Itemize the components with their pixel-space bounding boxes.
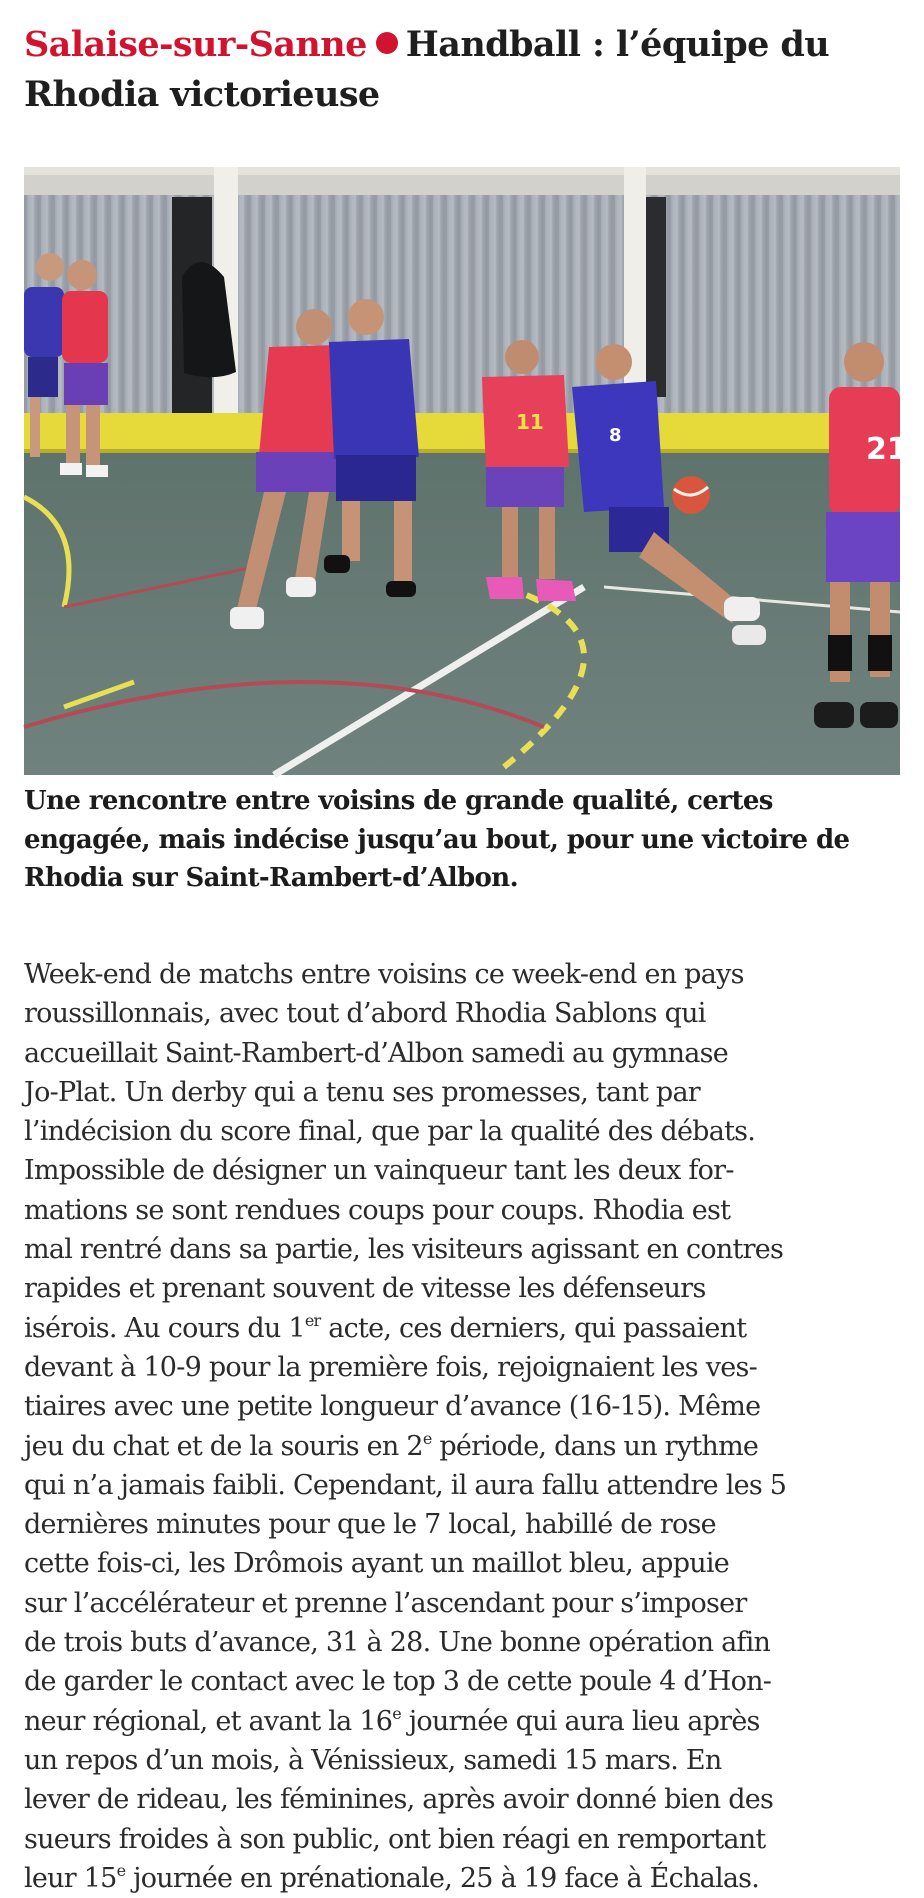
body-line: lever de rideau, les féminines, après avoir donné bien des [24, 1784, 774, 1816]
body-line: Impossible de désigner un vainqueur tant les deux for- [24, 1155, 734, 1187]
headline-kicker: Salaise-sur-Sanne [24, 24, 367, 65]
headline [24, 20, 900, 120]
body-line: mations se sont rendues coups pour coups. Rhodia est [24, 1194, 731, 1226]
body-line: mal rentré dans sa partie, les visiteurs agissant en contres [24, 1234, 784, 1266]
article [24, 20, 908, 1894]
headline-title: Handball : l’équipe du Rhodia victorieuse [24, 24, 830, 115]
handball-match-photo [24, 167, 908, 775]
body-line: Week-end de matchs entre voisins ce week-end en pays [24, 959, 744, 990]
body-line: un repos d’un mois, à Vénissieux, samedi 15 mars. En [24, 1744, 722, 1776]
body-line: cette fois-ci, les Drômois ayant un maillot bleu, appuie [24, 1548, 729, 1580]
body-line: sueurs froides à son public, ont bien réagi en remportant [24, 1823, 766, 1855]
body-line: devant à 10-9 pour la première fois, rejoignaient les ves- [24, 1351, 757, 1383]
red-bullet-icon [376, 32, 398, 54]
body-line: dernières minutes pour que le 7 local, habillé de rose [24, 1509, 716, 1541]
body-line: sur l’accélérateur et prenne l’ascendant pour s’imposer [24, 1587, 747, 1619]
article-photo [24, 167, 908, 775]
jersey-number-21: 21 [866, 432, 908, 467]
body-line: isérois. Au cours du 1er acte, ces derniers, qui passaient [24, 1310, 747, 1344]
body-line: tiaires avec une petite longueur d’avance (16-15). Même [24, 1391, 761, 1423]
body-line: de trois buts d’avance, 31 à 28. Une bonne opération afin [24, 1627, 771, 1659]
body-line: qui n’a jamais faibli. Cependant, il aura fallu attendre les 5 [24, 1469, 787, 1501]
jersey-number-11: 11 [516, 410, 544, 434]
body-line: roussillonnais, avec tout d’abord Rhodia Sablons qui [24, 998, 706, 1030]
article-body [24, 955, 904, 1898]
body-line: Jo-Plat. Un derby qui a tenu ses promesses, tant par [24, 1076, 700, 1108]
body-line: de garder le contact avec le top 3 de cette poule 4 d’Hon- [24, 1666, 772, 1698]
jersey-number-8: 8 [609, 425, 622, 446]
body-line: leur 15e journée en prénationale, 25 à 19 face à Échalas. [24, 1860, 760, 1894]
superscript: e [422, 1428, 432, 1448]
superscript: er [304, 1310, 321, 1330]
body-line: l’indécision du score final, que par la qualité des débats. [24, 1116, 756, 1148]
superscript: e [392, 1703, 401, 1723]
body-line: neur régional, et avant la 16e journée qui aura lieu après [24, 1703, 760, 1737]
superscript: e [116, 1860, 126, 1880]
body-line: jeu du chat et de la souris en 2e période, dans un rythme [24, 1428, 759, 1462]
body-line: rapides et prenant souvent de vitesse les défenseurs [24, 1273, 706, 1305]
photo-caption: Une rencontre entre voisins de grande qualité, certes engagée, mais indécise jusqu’au bout, pour une victoire de Rhodia sur Saint-Rambert-d’Albon. [24, 786, 850, 893]
body-line: accueillait Saint-Rambert-d’Albon samedi au gymnase [24, 1037, 728, 1069]
